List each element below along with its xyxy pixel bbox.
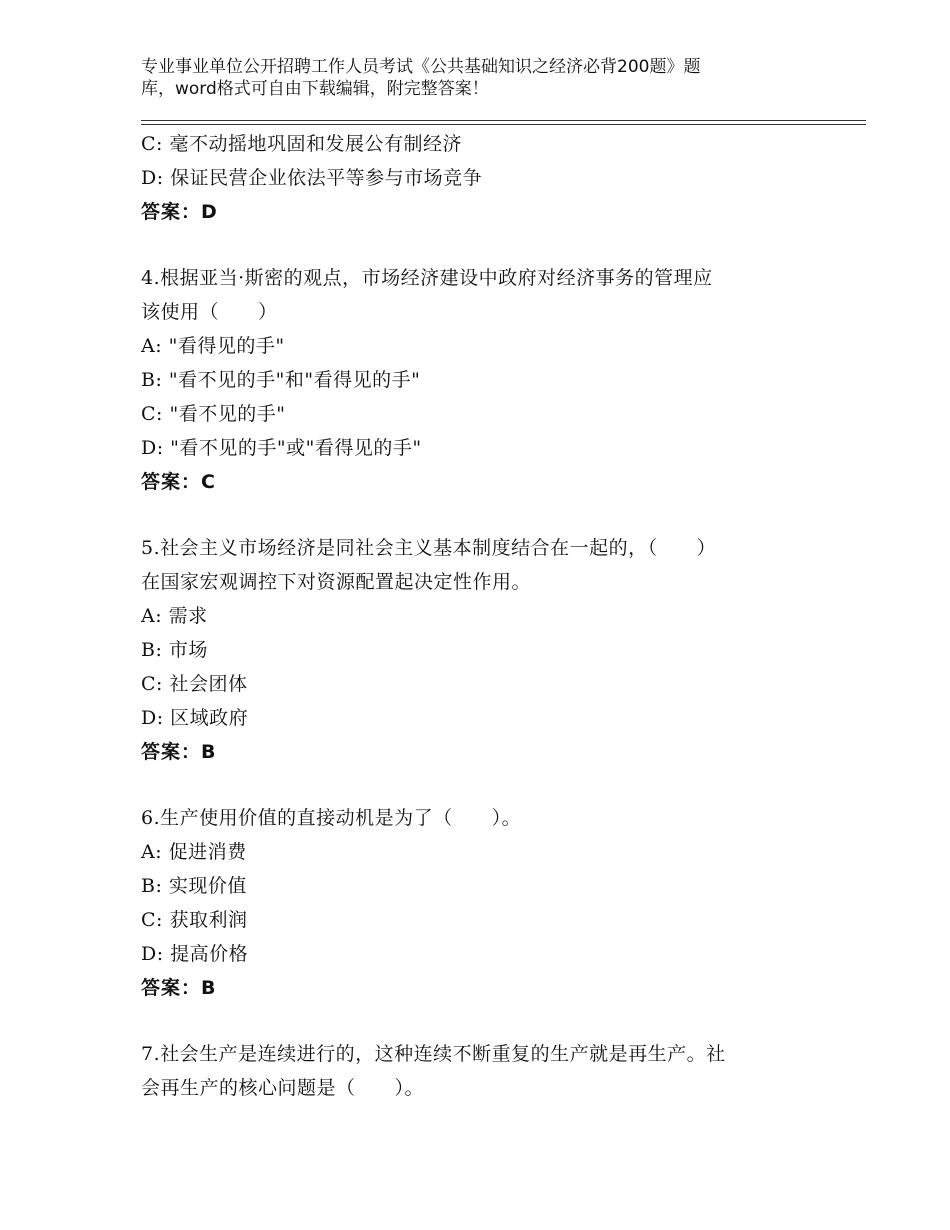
question-6 (141, 801, 821, 1005)
answer-line: 答案：D (141, 201, 218, 223)
question-4 (141, 261, 821, 499)
answer-line: 答案：B (141, 741, 217, 763)
option-d: D: 保证民营企业依法平等参与市场竞争 (141, 167, 483, 189)
option-d: D: 区域政府 (141, 707, 249, 729)
answer-line: 答案：B (141, 977, 217, 999)
option-b: B: 市场 (141, 639, 208, 661)
document-header (141, 56, 791, 100)
header-divider-thick (141, 120, 866, 121)
option-c: C: 获取利润 (141, 909, 248, 931)
option-a: A: 促进消费 (141, 841, 247, 863)
question-stem: 6.生产使用价值的直接动机是为了（ ）。 (141, 807, 522, 829)
question-stem: 4.根据亚当·斯密的观点，市场经济建设中政府对经济事务的管理应 (141, 267, 713, 289)
option-c: C: 毫不动摇地巩固和发展公有制经济 (141, 133, 462, 155)
header-divider-thin (141, 124, 866, 125)
question-3-partial (141, 127, 821, 229)
option-b: B: 实现价值 (141, 875, 247, 897)
question-stem: 5.社会主义市场经济是同社会主义基本制度结合在一起的，（ ） (141, 537, 717, 559)
option-a: A: 需求 (141, 605, 208, 627)
question-list (141, 127, 821, 1105)
option-c: C: "看不见的手" (141, 403, 286, 425)
question-stem: 该使用（ ） (141, 301, 278, 323)
option-a: A: "看得见的手" (141, 335, 285, 357)
header-line-2: 库，word格式可自由下载编辑，附完整答案！ (141, 79, 489, 99)
option-d: D: 提高价格 (141, 943, 249, 965)
question-7 (141, 1037, 821, 1105)
question-5 (141, 531, 821, 769)
question-stem: 会再生产的核心问题是（ ）。 (141, 1077, 425, 1099)
question-stem: 7.社会生产是连续进行的，这种连续不断重复的生产就是再生产。社 (141, 1043, 726, 1065)
option-c: C: 社会团体 (141, 673, 248, 695)
answer-line: 答案：C (141, 471, 216, 493)
header-line-1: 专业事业单位公开招聘工作人员考试《公共基础知识之经济必背200题》题 (141, 57, 701, 77)
option-d: D: "看不见的手"或"看得见的手" (141, 437, 422, 459)
question-stem: 在国家宏观调控下对资源配置起决定性作用。 (141, 571, 532, 593)
option-b: B: "看不见的手"和"看得见的手" (141, 369, 421, 391)
